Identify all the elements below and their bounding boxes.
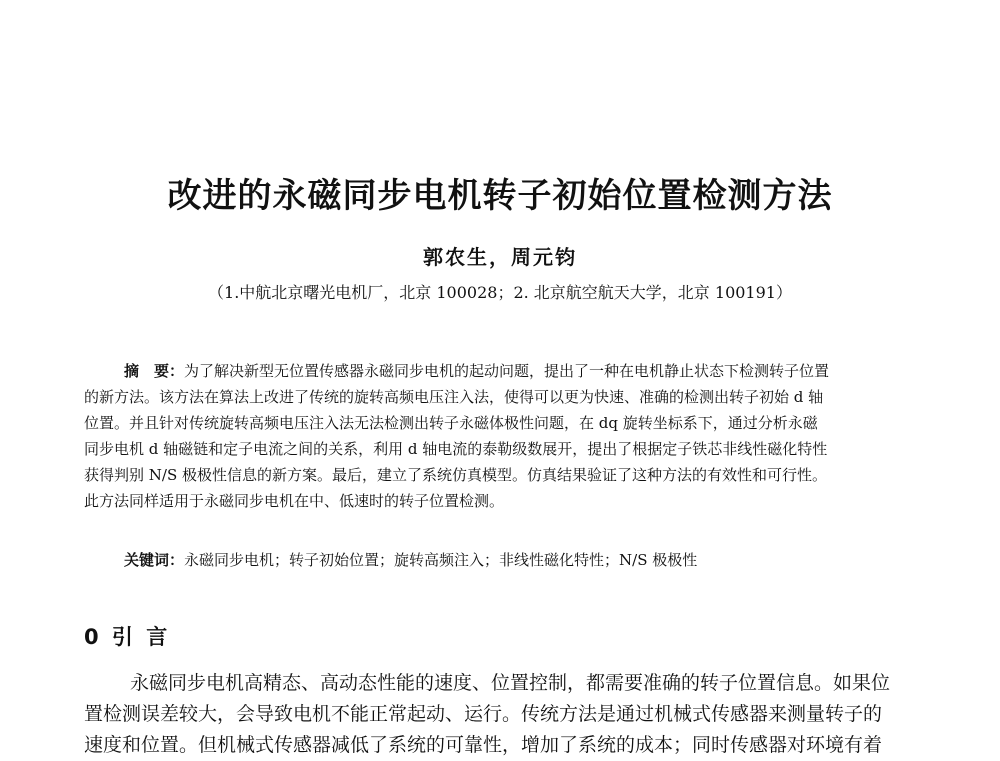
abstract-text: 为了解决新型无位置传感器永磁同步电机的起动问题，提出了一种在电机静止状态下检测转子位置 (184, 362, 830, 380)
author-list: 郭农生，周元钧 (423, 245, 577, 269)
section-heading: 0 引 言 (84, 625, 171, 649)
abstract-line: 此方法同样适用于永磁同步电机在中、低速时的转子位置检测。 (84, 492, 505, 510)
abstract-label: 摘 要： (124, 362, 185, 380)
body-line: 永磁同步电机高精态、高动态性能的速度、位置控制，都需要准确的转子位置信息。如果位 (130, 672, 891, 694)
abstract-line (84, 358, 916, 384)
body-line: 置检测误差较大，会导致电机不能正常起动、运行。传统方法是通过机械式传感器来测量转子的 (84, 703, 883, 725)
abstract-block (84, 358, 916, 514)
body-line: 速度和位置。但机械式传感器减低了系统的可靠性，增加了系统的成本；同时传感器对环境有着 (84, 734, 883, 756)
abstract-line: 位置。并且针对传统旋转高频电压注入法无法检测出转子永磁体极性问题，在 dq 旋转坐标系下，通过分析永磁 (84, 414, 818, 432)
abstract-line: 的新方法。该方法在算法上改进了传统的旋转高频电压注入法，使得可以更为快速、准确的检测出转子初始 d 轴 (84, 388, 824, 406)
abstract-line: 获得判别 N/S 极极性信息的新方案。最后，建立了系统仿真模型。仿真结果验证了这种方法的有效性和可行性。 (84, 466, 827, 484)
keywords-text: 永磁同步电机；转子初始位置；旋转高频注入；非线性磁化特性；N/S 极极性 (184, 551, 698, 569)
keywords-label: 关键词： (124, 551, 185, 569)
body-paragraph (84, 668, 916, 761)
abstract-line: 同步电机 d 轴磁链和定子电流之间的关系，利用 d 轴电流的泰勒级数展开，提出了根据定子铁芯非线性磁化特性 (84, 440, 828, 458)
keywords-line (124, 548, 697, 572)
paper-title: 改进的永磁同步电机转子初始位置检测方法 (167, 176, 833, 216)
author-affiliation: （1.中航北京曙光电机厂，北京 100028；2. 北京航空航天大学，北京 100191） (208, 283, 792, 302)
